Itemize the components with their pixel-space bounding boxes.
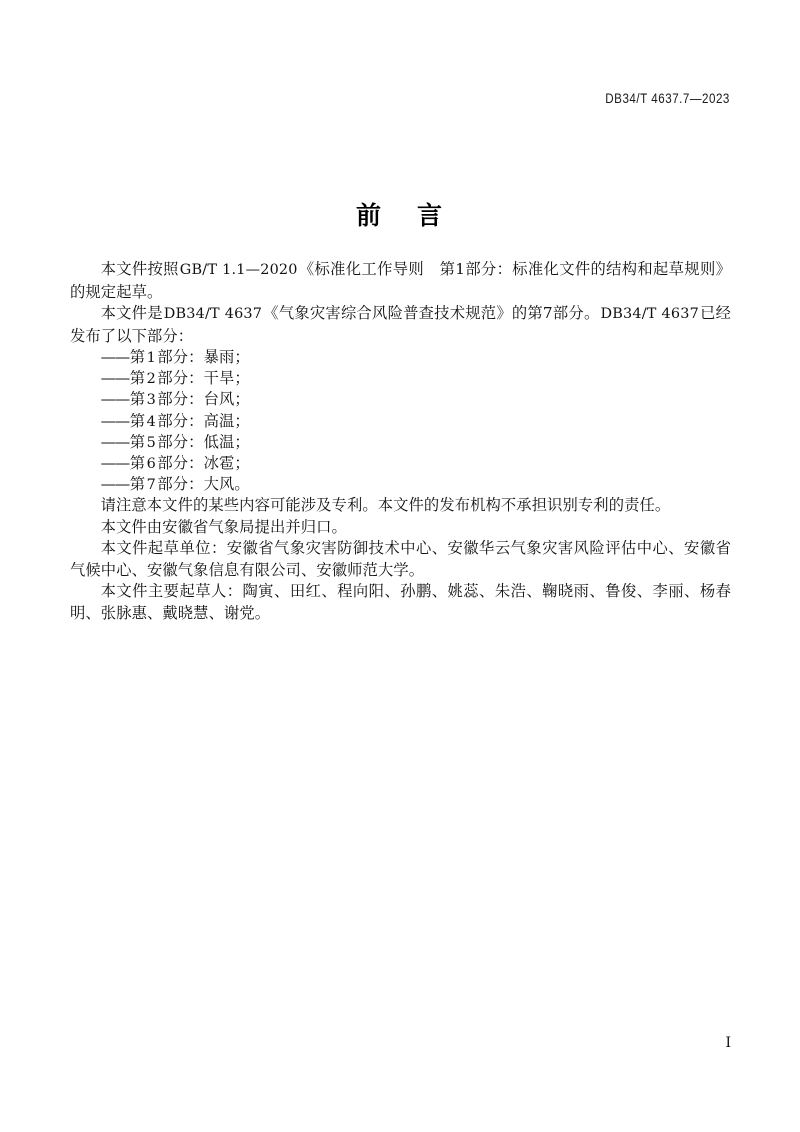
- part-terminator: ；: [234, 348, 250, 366]
- part-suffix: 部分：: [157, 411, 204, 430]
- part-name: 高温: [203, 411, 235, 430]
- part-name: 台风: [203, 390, 235, 409]
- para1-lead: 本文件按照: [100, 260, 179, 278]
- part-dash: ——: [100, 348, 130, 366]
- part-name: 冰雹: [203, 454, 235, 473]
- foreword-body: [70, 259, 731, 624]
- part-dash: ——: [100, 369, 130, 388]
- part-name: 大风: [203, 475, 235, 494]
- part-prefix: 第: [129, 475, 146, 494]
- part-name: 低温: [203, 432, 235, 451]
- page-title: [0, 196, 800, 232]
- part-prefix: 第: [129, 348, 146, 366]
- part-dash: ——: [100, 390, 130, 409]
- part-prefix: 第: [129, 390, 146, 409]
- title-char-second: 言: [417, 201, 445, 230]
- paragraph-drafting-units: 本文件起草单位：安徽省气象灾害防御技术中心、安徽华云气象灾害风险评估中心、安徽省气候中心、安徽气象信息有限公司、安徽师范大学。: [70, 539, 731, 579]
- part-number: 2: [146, 371, 156, 388]
- standard-code-header: DB34/T 4637.7—2023: [605, 91, 730, 106]
- para2-tail: 已经发布了以下部分：: [70, 304, 732, 345]
- para2-reference-code: DB34/T 4637: [163, 306, 263, 322]
- part-dash: ——: [100, 411, 130, 430]
- part-suffix: 部分：: [157, 390, 204, 409]
- part-terminator: ；: [234, 454, 250, 473]
- paragraph-proposing-body: 本文件由安徽省气象局提出并归口。: [100, 517, 347, 536]
- paragraph-gbt-reference: [70, 259, 731, 303]
- list-item: [70, 474, 731, 495]
- list-item: [70, 347, 731, 368]
- list-item: [70, 389, 731, 410]
- page-footer: [70, 1035, 731, 1051]
- part-terminator: ；: [234, 369, 250, 388]
- part-number: 5: [146, 434, 156, 451]
- part-number: 4: [146, 413, 156, 430]
- title-char-first: 前: [355, 201, 383, 230]
- part-terminator: 。: [234, 475, 250, 494]
- part-terminator: ；: [234, 411, 250, 430]
- part-prefix: 第: [129, 369, 146, 388]
- part-number: 6: [146, 456, 156, 473]
- parts-list: [70, 347, 731, 495]
- part-terminator: ；: [234, 432, 250, 451]
- list-item: [70, 453, 731, 474]
- part-number: 1: [146, 350, 156, 366]
- part-name: 干旱: [203, 369, 235, 388]
- part-suffix: 部分：: [157, 454, 204, 473]
- para1-tail: 《标准化工作导则 第1部分：标准化文件的结构和起草规则》的规定起草。: [70, 260, 731, 301]
- para2-mid: 《气象灾害综合风险普查技术规范》的第7部分。: [263, 304, 600, 322]
- running-header: [70, 88, 730, 108]
- paragraph-series-intro: [70, 303, 731, 347]
- list-item: [70, 411, 731, 432]
- para2-lead: 本文件是: [100, 304, 163, 322]
- part-prefix: 第: [129, 432, 146, 451]
- part-suffix: 部分：: [157, 475, 204, 494]
- part-prefix: 第: [129, 454, 146, 473]
- part-number: 3: [146, 392, 156, 409]
- part-suffix: 部分：: [157, 432, 204, 451]
- part-dash: ——: [100, 475, 130, 494]
- page-number: I: [725, 1035, 731, 1051]
- part-dash: ——: [100, 432, 130, 451]
- part-suffix: 部分：: [157, 369, 204, 388]
- part-suffix: 部分：: [157, 348, 204, 366]
- paragraph-patent-notice: 请注意本文件的某些内容可能涉及专利。本文件的发布机构不承担识别专利的责任。: [100, 496, 671, 515]
- list-item: [70, 432, 731, 453]
- para2-reference-code-repeat: DB34/T 4637: [600, 306, 699, 322]
- part-dash: ——: [100, 454, 130, 473]
- para1-reference-code: GB/T 1.1—2020: [179, 262, 298, 278]
- paragraph-main-drafters: 本文件主要起草人：陶寅、田红、程向阳、孙鹏、姚蕊、朱浩、鞠晓雨、鲁俊、李丽、杨春明、张脉惠、戴晓慧、谢党。: [70, 582, 731, 622]
- list-item: [70, 368, 731, 389]
- part-terminator: ；: [234, 390, 250, 409]
- part-number: 7: [146, 477, 156, 494]
- part-name: 暴雨: [203, 348, 235, 366]
- part-prefix: 第: [129, 411, 146, 430]
